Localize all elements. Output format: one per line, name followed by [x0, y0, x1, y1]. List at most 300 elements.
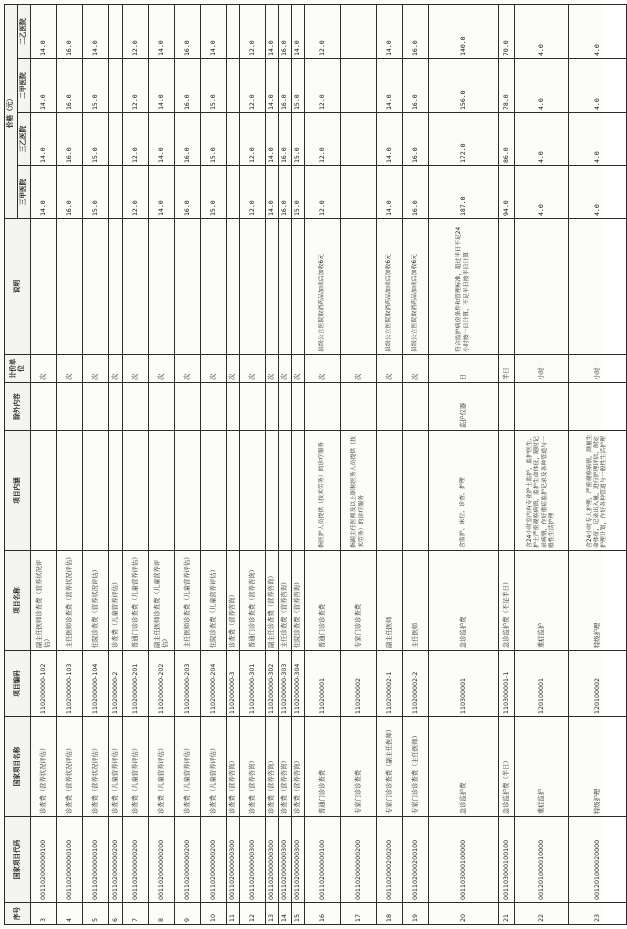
price-grade2b-cell: 4.0	[515, 4, 569, 58]
national-code-cell: 001102000000200	[175, 817, 201, 903]
price-grade3b-cell: 15.0	[201, 113, 227, 166]
item-content-cell	[266, 431, 279, 551]
price-grade2b-cell: 16.0	[403, 4, 429, 58]
price-grade3a-cell: 4.0	[569, 166, 627, 219]
unit-cell: 次	[292, 355, 305, 383]
table-row	[201, 4, 227, 924]
item-code-cell: 120100002	[569, 651, 627, 717]
col-header-grade3b: 三乙医院	[18, 113, 31, 166]
col-header-item-content: 项目内涵	[5, 431, 31, 551]
col-header-item-code: 项目编码	[5, 651, 31, 717]
item-code-cell: 110200000-104	[83, 651, 109, 717]
national-code-cell: 001103000100000	[429, 817, 499, 903]
price-grade3b-cell: 4.0	[515, 113, 569, 166]
table-row	[292, 4, 305, 924]
item-code-cell: 110200002	[341, 651, 377, 717]
price-grade3a-cell: 15.0	[292, 166, 305, 219]
item-name-cell: 主任医师诊查费（营养状况评估）	[57, 551, 83, 651]
price-grade2b-cell: 12.0	[240, 4, 266, 58]
unit-cell: 次	[305, 355, 341, 383]
description-cell: 符合监护病房条件和管理标准，超过半日不足24小时按一日计算，不足半日按半日计算	[429, 219, 499, 355]
description-cell	[201, 219, 227, 355]
unit-cell: 次	[403, 355, 429, 383]
exclusion-cell	[377, 383, 403, 431]
table-row	[429, 4, 499, 924]
national-name-cell: 专家门诊诊查费	[341, 717, 377, 817]
unit-cell: 次	[109, 355, 123, 383]
item-name-cell: 普通门诊诊查费（儿童营养评估）	[123, 551, 149, 651]
exclusion-cell	[83, 383, 109, 431]
item-code-cell: 110200000-2	[109, 651, 123, 717]
unit-cell: 次	[175, 355, 201, 383]
item-content-cell: 指副主任医师及以上职称医务人员提供（技术劳务）的诊疗服务	[341, 431, 377, 551]
description-cell	[109, 219, 123, 355]
description-cell	[240, 219, 266, 355]
price-grade2a-cell: 12.0	[305, 59, 341, 113]
item-name-cell: 副主任医师诊查费（儿童营养评估）	[149, 551, 175, 651]
national-name-cell: 诊查费（儿童营养评估）	[123, 717, 149, 817]
national-code-cell: 001102000000100	[57, 817, 83, 903]
col-header-item-name: 项目名称	[5, 551, 31, 651]
item-code-cell: 110200000-303	[279, 651, 292, 717]
price-grade2a-cell: 15.0	[292, 59, 305, 113]
exclusion-cell	[149, 383, 175, 431]
unit-cell: 次	[123, 355, 149, 383]
exclusion-cell	[175, 383, 201, 431]
price-grade3a-cell: 12.0	[305, 166, 341, 219]
national-name-cell: 诊查费（营养咨询）	[240, 717, 266, 817]
price-grade2a-cell: 14.0	[31, 59, 57, 113]
seq-cell: 12	[240, 903, 266, 925]
price-grade2b-cell: 16.0	[279, 4, 292, 58]
national-code-cell: 001102000000100	[305, 817, 341, 903]
seq-cell: 4	[57, 903, 83, 925]
item-code-cell: 110200000-3	[227, 651, 240, 717]
description-cell	[149, 219, 175, 355]
col-header-grade2a: 二甲医院	[18, 59, 31, 113]
national-code-cell: 001102000000300	[292, 817, 305, 903]
item-name-cell: 特级护理	[569, 551, 627, 651]
item-content-cell: 含24小时专人护理，严密观察病情，测量生命体征，记录出入量，进行护理评估，制定护理计划，作好各种管道与一般性生活护理	[569, 431, 627, 551]
national-name-cell: 诊查费（儿童营养评估）	[149, 717, 175, 817]
item-name-cell: 普通门诊诊查费	[305, 551, 341, 651]
price-grade2b-cell: 70.0	[499, 4, 515, 58]
price-grade2a-cell	[341, 59, 377, 113]
col-header-national-code: 国家项目代码	[5, 817, 31, 903]
national-name-cell: 诊查费（营养咨询）	[292, 717, 305, 817]
table-row	[57, 4, 83, 924]
price-grade3b-cell: 14.0	[31, 113, 57, 166]
item-code-cell: 110200000-204	[201, 651, 227, 717]
description-cell: 县级公立医院取消药品加成后加收6元	[403, 219, 429, 355]
exclusion-cell	[341, 383, 377, 431]
item-content-cell	[201, 431, 227, 551]
national-code-cell: 001102000200100	[403, 817, 429, 903]
price-grade2b-cell: 14.0	[201, 4, 227, 58]
seq-cell: 22	[515, 903, 569, 925]
seq-cell: 10	[201, 903, 227, 925]
table-row	[149, 4, 175, 924]
seq-cell: 7	[123, 903, 149, 925]
price-grade3a-cell: 16.0	[175, 166, 201, 219]
table-row	[240, 4, 266, 924]
seq-cell: 9	[175, 903, 201, 925]
exclusion-cell	[292, 383, 305, 431]
table-body	[31, 4, 627, 924]
description-cell	[83, 219, 109, 355]
item-name-cell: 主任医师	[403, 551, 429, 651]
col-header-grade2b: 二乙医院	[18, 4, 31, 58]
price-grade3b-cell: 16.0	[403, 113, 429, 166]
item-content-cell	[279, 431, 292, 551]
col-header-grade3a: 三甲医院	[18, 166, 31, 219]
price-grade2b-cell: 14.0	[31, 4, 57, 58]
price-grade3a-cell: 14.0	[31, 166, 57, 219]
price-grade3a-cell: 12.0	[123, 166, 149, 219]
price-grade2a-cell: 14.0	[377, 59, 403, 113]
item-name-cell: 主任诊查费（营养咨询）	[279, 551, 292, 651]
item-content-cell	[499, 431, 515, 551]
item-name-cell: 急诊监护费（不足半日）	[499, 551, 515, 651]
exclusion-cell	[123, 383, 149, 431]
item-code-cell: 120100001	[515, 651, 569, 717]
col-header-national-name: 国家项目名称	[5, 717, 31, 817]
col-header-seq: 序号	[5, 903, 31, 925]
unit-cell: 小时	[569, 355, 627, 383]
seq-cell: 17	[341, 903, 377, 925]
national-code-cell: 001102000000300	[279, 817, 292, 903]
description-cell: 县级公立医院取消药品加成后加收6元	[377, 219, 403, 355]
price-grade3a-cell: 14.0	[377, 166, 403, 219]
price-grade3b-cell: 14.0	[377, 113, 403, 166]
item-code-cell: 110300001-1	[499, 651, 515, 717]
unit-cell: 日	[429, 355, 499, 383]
national-code-cell: 001102000000200	[341, 817, 377, 903]
national-code-cell: 001102000000100	[31, 817, 57, 903]
item-content-cell	[175, 431, 201, 551]
table-row	[499, 4, 515, 924]
exclusion-cell: 监护仪器	[429, 383, 499, 431]
price-grade3b-cell: 14.0	[266, 113, 279, 166]
price-grade3b-cell: 16.0	[57, 113, 83, 166]
col-header-exclusions: 除外内容	[5, 383, 31, 431]
table-row	[31, 4, 57, 924]
exclusion-cell	[109, 383, 123, 431]
item-code-cell: 110200000-302	[266, 651, 279, 717]
national-name-cell: 诊查费（儿童营养评估）	[175, 717, 201, 817]
price-grade3b-cell: 4.0	[569, 113, 627, 166]
description-cell	[31, 219, 57, 355]
item-content-cell	[57, 431, 83, 551]
price-grade2b-cell: 140.0	[429, 4, 499, 58]
national-name-cell: 诊查费（营养咨询）	[227, 717, 240, 817]
table-row	[109, 4, 123, 924]
unit-cell: 次	[201, 355, 227, 383]
price-grade2a-cell: 14.0	[149, 59, 175, 113]
national-code-cell: 001102000000300	[240, 817, 266, 903]
national-name-cell: 重症监护	[515, 717, 569, 817]
price-grade3b-cell: 15.0	[292, 113, 305, 166]
price-grade3a-cell: 16.0	[279, 166, 292, 219]
exclusion-cell	[515, 383, 569, 431]
table-row	[266, 4, 279, 924]
price-grade2a-cell	[109, 59, 123, 113]
unit-cell: 次	[57, 355, 83, 383]
price-grade2a-cell: 16.0	[279, 59, 292, 113]
price-grade2b-cell: 16.0	[57, 4, 83, 58]
price-grade2a-cell: 16.0	[403, 59, 429, 113]
col-header-unit: 计价单位	[5, 355, 31, 383]
price-grade3b-cell: 12.0	[123, 113, 149, 166]
price-grade2a-cell: 4.0	[515, 59, 569, 113]
price-grade3a-cell	[109, 166, 123, 219]
item-content-cell	[31, 431, 57, 551]
price-grade3a-cell	[341, 166, 377, 219]
national-name-cell: 诊查费（营养咨询）	[266, 717, 279, 817]
exclusion-cell	[227, 383, 240, 431]
price-grade2a-cell: 12.0	[123, 59, 149, 113]
national-code-cell: 001102000200200	[377, 817, 403, 903]
description-cell	[57, 219, 83, 355]
exclusion-cell	[569, 383, 627, 431]
price-grade3a-cell: 16.0	[403, 166, 429, 219]
description-cell	[292, 219, 305, 355]
seq-cell: 14	[279, 903, 292, 925]
item-name-cell: 普通门诊诊查费（营养咨询）	[240, 551, 266, 651]
national-name-cell: 诊查费（儿童营养评估）	[201, 717, 227, 817]
item-name-cell: 专家门诊诊查费	[341, 551, 377, 651]
description-cell	[341, 219, 377, 355]
price-grade2b-cell: 14.0	[83, 4, 109, 58]
national-name-cell: 急诊监护费	[429, 717, 499, 817]
price-grade2a-cell	[227, 59, 240, 113]
price-grade2b-cell: 14.0	[149, 4, 175, 58]
col-header-price: 价格（元）	[5, 4, 18, 218]
description-cell	[569, 219, 627, 355]
unit-cell: 半日	[499, 355, 515, 383]
national-name-cell: 普通门诊诊查费	[305, 717, 341, 817]
price-grade3a-cell: 4.0	[515, 166, 569, 219]
exclusion-cell	[279, 383, 292, 431]
item-code-cell: 110200000-103	[57, 651, 83, 717]
national-name-cell: 诊查费（营养状况评估）	[31, 717, 57, 817]
price-grade2a-cell: 15.0	[83, 59, 109, 113]
item-code-cell: 110300001	[429, 651, 499, 717]
price-grade2b-cell	[227, 4, 240, 58]
item-content-cell: 含监护、床位、诊查、护理	[429, 431, 499, 551]
national-code-cell: 001201000010000	[515, 817, 569, 903]
seq-cell: 19	[403, 903, 429, 925]
item-name-cell: 住院诊查费（营养状况评估）	[83, 551, 109, 651]
table-row	[227, 4, 240, 924]
national-code-cell: 001102000000200	[123, 817, 149, 903]
description-cell	[123, 219, 149, 355]
item-content-cell	[240, 431, 266, 551]
description-cell	[499, 219, 515, 355]
item-name-cell: 重症监护	[515, 551, 569, 651]
item-name-cell: 副主任医师诊查费（营养状况评估）	[31, 551, 57, 651]
price-grade3b-cell: 14.0	[149, 113, 175, 166]
table-row	[377, 4, 403, 924]
national-code-cell: 001103000100100	[499, 817, 515, 903]
item-name-cell: 主任医师诊查费（儿童营养评估）	[175, 551, 201, 651]
item-name-cell: 副主任医师	[377, 551, 403, 651]
seq-cell: 13	[266, 903, 279, 925]
item-name-cell: 诊查费（儿童营养评估）	[109, 551, 123, 651]
price-grade3b-cell	[341, 113, 377, 166]
seq-cell: 15	[292, 903, 305, 925]
item-content-cell	[123, 431, 149, 551]
national-code-cell: 001201000020000	[569, 817, 627, 903]
unit-cell: 次	[240, 355, 266, 383]
item-name-cell: 住院诊查费（儿童营养评估）	[201, 551, 227, 651]
price-grade3b-cell: 16.0	[175, 113, 201, 166]
price-grade3a-cell: 16.0	[57, 166, 83, 219]
seq-cell: 6	[109, 903, 123, 925]
price-grade2b-cell: 16.0	[175, 4, 201, 58]
price-grade3b-cell: 86.0	[499, 113, 515, 166]
national-code-cell: 001102000000200	[109, 817, 123, 903]
price-grade2b-cell: 4.0	[569, 4, 627, 58]
item-content-cell	[403, 431, 429, 551]
national-name-cell: 特级护理	[569, 717, 627, 817]
price-grade2a-cell: 156.0	[429, 59, 499, 113]
fee-schedule-table	[4, 4, 627, 925]
item-content-cell	[227, 431, 240, 551]
item-content-cell: 含24小时室内有专业护士监护，监护医生、护士严密观察病情，监护生命体征，随时记录病情，作好重症监护记录及各种管道与一般性生活护理	[515, 431, 569, 551]
table-row	[569, 4, 627, 924]
item-code-cell: 110200000-301	[240, 651, 266, 717]
description-cell	[227, 219, 240, 355]
exclusion-cell	[57, 383, 83, 431]
price-grade2b-cell: 14.0	[292, 4, 305, 58]
unit-cell: 次	[31, 355, 57, 383]
price-grade3b-cell	[109, 113, 123, 166]
exclusion-cell	[240, 383, 266, 431]
national-name-cell: 专家门诊诊查费（副主任医师）	[377, 717, 403, 817]
item-content-cell	[292, 431, 305, 551]
item-content-cell	[109, 431, 123, 551]
exclusion-cell	[31, 383, 57, 431]
item-code-cell: 110200000-203	[175, 651, 201, 717]
national-name-cell: 诊查费（营养状况评估）	[57, 717, 83, 817]
seq-cell: 23	[569, 903, 627, 925]
price-grade3b-cell: 12.0	[240, 113, 266, 166]
price-grade2b-cell: 14.0	[377, 4, 403, 58]
unit-cell: 次	[227, 355, 240, 383]
price-grade3b-cell: 12.0	[305, 113, 341, 166]
price-grade3a-cell	[227, 166, 240, 219]
seq-cell: 20	[429, 903, 499, 925]
seq-cell: 16	[305, 903, 341, 925]
national-name-cell: 急诊监护费（半日）	[499, 717, 515, 817]
exclusion-cell	[266, 383, 279, 431]
national-code-cell: 001102000000300	[227, 817, 240, 903]
seq-cell: 18	[377, 903, 403, 925]
col-header-description: 说明	[5, 219, 31, 355]
price-grade3a-cell: 187.0	[429, 166, 499, 219]
price-grade3a-cell: 15.0	[201, 166, 227, 219]
national-name-cell: 诊查费（营养咨询）	[279, 717, 292, 817]
price-grade3b-cell	[227, 113, 240, 166]
price-grade2a-cell: 12.0	[240, 59, 266, 113]
price-grade2b-cell: 12.0	[123, 4, 149, 58]
price-grade3a-cell: 14.0	[266, 166, 279, 219]
national-name-cell: 诊查费（营养状况评估）	[83, 717, 109, 817]
item-code-cell: 110200000-202	[149, 651, 175, 717]
national-code-cell: 001102000000100	[83, 817, 109, 903]
item-code-cell: 110200000-102	[31, 651, 57, 717]
price-grade3a-cell: 14.0	[149, 166, 175, 219]
item-name-cell: 急诊监护费	[429, 551, 499, 651]
item-code-cell: 110200000-201	[123, 651, 149, 717]
price-grade2b-cell	[109, 4, 123, 58]
table-row	[341, 4, 377, 924]
description-cell	[515, 219, 569, 355]
national-code-cell: 001102000000200	[149, 817, 175, 903]
price-grade3a-cell: 15.0	[83, 166, 109, 219]
description-cell: 县级公立医院取消药品加成后加收6元	[305, 219, 341, 355]
seq-cell: 11	[227, 903, 240, 925]
price-grade3a-cell: 12.0	[240, 166, 266, 219]
item-code-cell: 110200002-2	[403, 651, 429, 717]
table-row	[305, 4, 341, 924]
header-row-1	[5, 4, 18, 924]
item-content-cell	[149, 431, 175, 551]
unit-cell: 次	[83, 355, 109, 383]
table-row	[83, 4, 109, 924]
unit-cell: 次	[341, 355, 377, 383]
item-content-cell	[83, 431, 109, 551]
exclusion-cell	[305, 383, 341, 431]
unit-cell: 次	[149, 355, 175, 383]
price-grade2b-cell: 14.0	[266, 4, 279, 58]
table-row	[279, 4, 292, 924]
price-grade3a-cell: 94.0	[499, 166, 515, 219]
price-grade2a-cell: 15.0	[201, 59, 227, 113]
unit-cell: 次	[266, 355, 279, 383]
price-grade2a-cell: 78.0	[499, 59, 515, 113]
national-name-cell: 专家门诊诊查费（主任医师）	[403, 717, 429, 817]
table-row	[515, 4, 569, 924]
item-code-cell: 110200002-1	[377, 651, 403, 717]
exclusion-cell	[201, 383, 227, 431]
unit-cell: 次	[279, 355, 292, 383]
exclusion-cell	[499, 383, 515, 431]
price-grade3b-cell: 15.0	[83, 113, 109, 166]
seq-cell: 21	[499, 903, 515, 925]
unit-cell: 次	[377, 355, 403, 383]
exclusion-cell	[403, 383, 429, 431]
item-code-cell: 110200001	[305, 651, 341, 717]
seq-cell: 3	[31, 903, 57, 925]
national-code-cell: 001102000000200	[201, 817, 227, 903]
item-content-cell: 指医护人员提供（技术劳务）的诊疗服务	[305, 431, 341, 551]
item-code-cell: 110200000-304	[292, 651, 305, 717]
table-row	[175, 4, 201, 924]
seq-cell: 8	[149, 903, 175, 925]
national-name-cell: 诊查费（儿童营养评估）	[109, 717, 123, 817]
price-grade2a-cell: 4.0	[569, 59, 627, 113]
item-name-cell: 住院诊查费（营养咨询）	[292, 551, 305, 651]
description-cell	[266, 219, 279, 355]
table-row	[403, 4, 429, 924]
unit-cell: 小时	[515, 355, 569, 383]
description-cell	[279, 219, 292, 355]
price-grade2a-cell: 16.0	[57, 59, 83, 113]
item-name-cell: 副主任诊查费（营养咨询）	[266, 551, 279, 651]
price-grade2a-cell: 16.0	[175, 59, 201, 113]
